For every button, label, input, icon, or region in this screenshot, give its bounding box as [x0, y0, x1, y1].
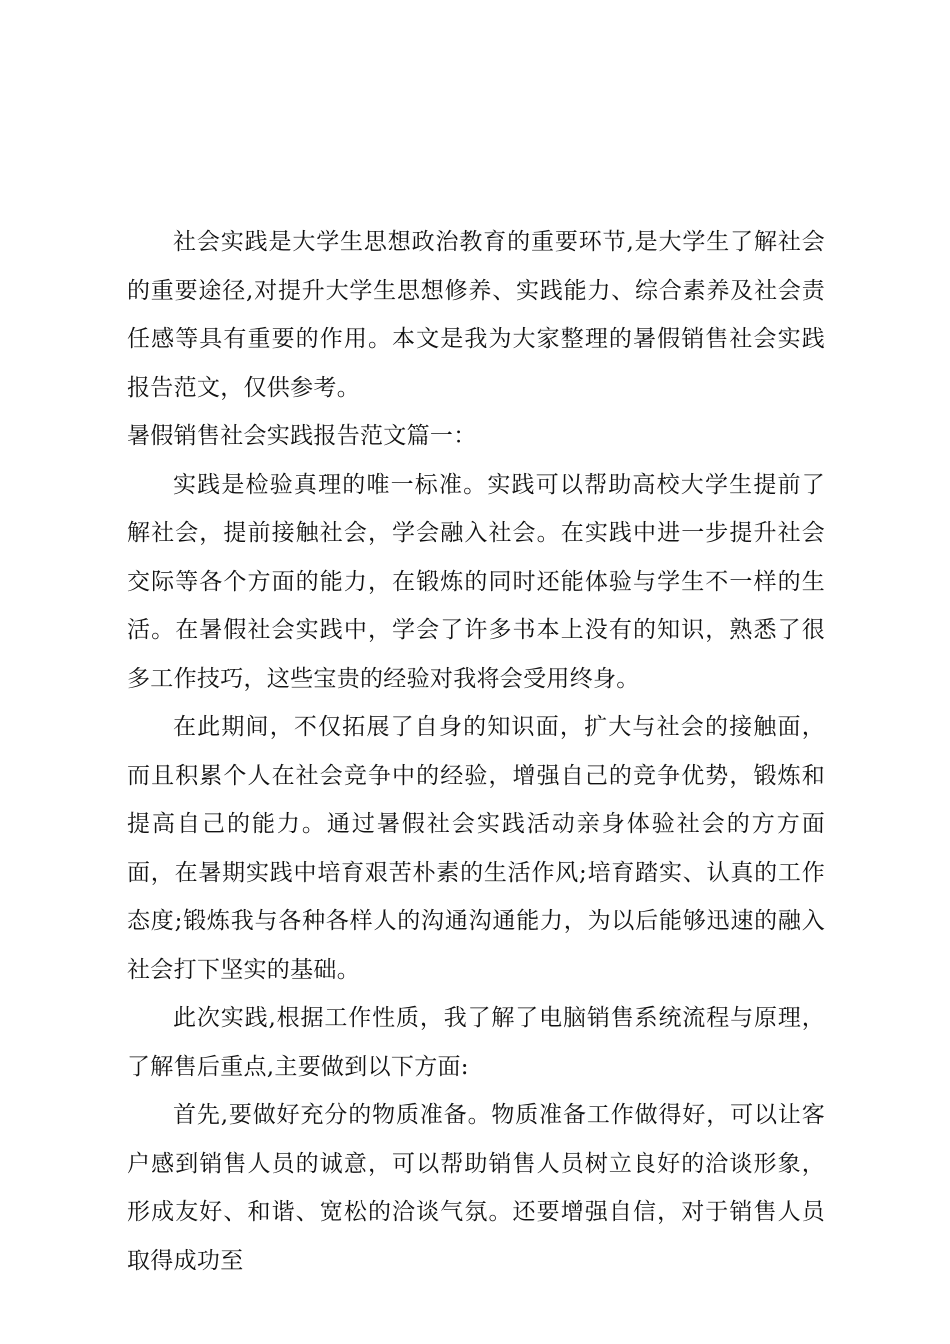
- document-body: [127, 218, 825, 1285]
- body-paragraph-2: 在此期间，不仅拓展了自身的知识面，扩大与社会的接触面，而且积累个人在社会竞争中的经验，增强自己的竞争优势，锻炼和提高自己的能力。通过暑假社会实践活动亲身体验社会的方方面面，在暑期实践中培育艰苦朴素的生活作风;培育踏实、认真的工作态度;锻炼我与各种各样人的沟通沟通能力，为以后能够迅速的融入社会打下坚实的基础。: [127, 714, 825, 983]
- body-paragraph-4: 首先,要做好充分的物质准备。物质准备工作做得好，可以让客户感到销售人员的诚意，可以帮助销售人员树立良好的洽谈形象，形成友好、和谐、宽松的洽谈气氛。还要增强自信，对于销售人员取得成功至: [127, 1102, 825, 1274]
- body-paragraph-1: 实践是检验真理的唯一标准。实践可以帮助高校大学生提前了解社会，提前接触社会，学会融入社会。在实践中进一步提升社会交际等各个方面的能力，在锻炼的同时还能体验与学生不一样的生活。在暑假社会实践中，学会了许多书本上没有的知识，熟悉了很多工作技巧，这些宝贵的经验对我将会受用终身。: [127, 471, 825, 692]
- body-paragraph-3: 此次实践,根据工作性质，我了解了电脑销售系统流程与原理，了解售后重点,主要做到以下方面:: [127, 1005, 825, 1080]
- section-title: 暑假销售社会实践报告范文篇一：: [127, 423, 477, 449]
- intro-paragraph: 社会实践是大学生思想政治教育的重要环节,是大学生了解社会的重要途径,对提升大学生思想修养、实践能力、综合素养及社会责任感等具有重要的作用。本文是我为大家整理的暑假销售社会实践报告范文，仅供参考。: [127, 229, 825, 401]
